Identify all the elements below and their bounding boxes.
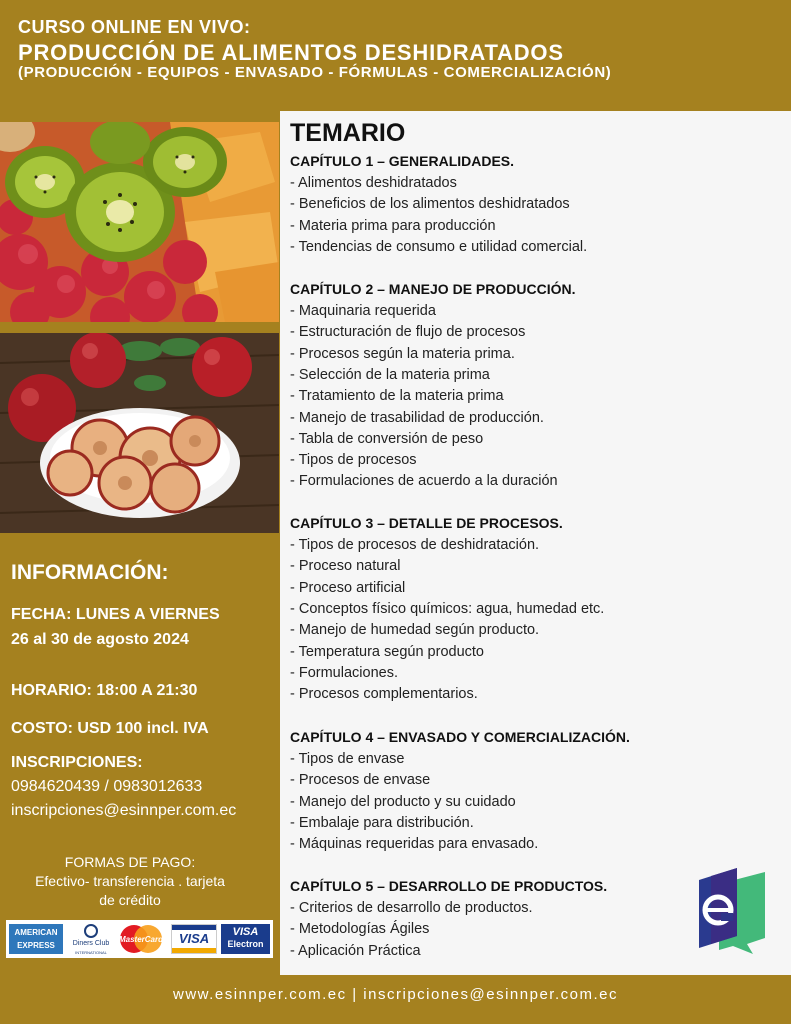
chapter-item: - Proceso artificial bbox=[290, 579, 406, 596]
fecha-days: FECHA: LUNES A VIERNES bbox=[11, 606, 220, 623]
chapter-title: CAPÍTULO 5 – DESARROLLO DE PRODUCTOS. bbox=[290, 878, 608, 894]
amex-logo: AMERICAN EXPRESS bbox=[9, 924, 63, 954]
chapter-item: - Tabla de conversión de peso bbox=[290, 430, 484, 447]
chapter-item: - Manejo de trasabilidad de producción. bbox=[290, 409, 544, 426]
email-link[interactable]: inscripciones@esinnper.com.ec bbox=[11, 802, 237, 819]
chapter-item: - Conceptos físico químicos: agua, humedad etc. bbox=[290, 600, 605, 617]
course-subtitle: CURSO ONLINE EN VIVO: bbox=[18, 17, 251, 37]
chapter-item: - Tipos de procesos bbox=[290, 452, 417, 469]
info-title: INFORMACIÓN: bbox=[11, 561, 169, 584]
chapter-item: - Tipos de procesos de deshidratación. bbox=[290, 537, 540, 553]
chapter-item: - Alimentos deshidratados bbox=[290, 175, 457, 191]
chapter-item: - Maquinaria requerida bbox=[290, 303, 436, 319]
chapter-item: - Metodologías Ágiles bbox=[290, 921, 430, 938]
chapter-item: - Tendencias de consumo e utilidad comercial. bbox=[290, 238, 588, 255]
chapter-item: - Manejo de humedad según producto. bbox=[290, 622, 540, 639]
horario: HORARIO: 18:00 A 21:30 bbox=[11, 682, 198, 699]
chapter-item: - Aplicación Práctica bbox=[290, 942, 421, 959]
inscripciones-label: INSCRIPCIONES: bbox=[11, 754, 143, 771]
mastercard-logo bbox=[116, 924, 166, 954]
payment-methods-line2: de crédito bbox=[99, 892, 161, 908]
chapter-item: - Procesos complementarios. bbox=[290, 686, 478, 703]
course-topics: (PRODUCCIÓN - EQUIPOS - ENVASADO - FÓRMULAS - COMERCIALIZACIÓN) bbox=[18, 64, 612, 81]
chapter-item: - Procesos según la materia prima. bbox=[290, 345, 515, 362]
chapter-title: CAPÍTULO 1 – GENERALIDADES. bbox=[290, 153, 515, 169]
apple-chips-image bbox=[0, 333, 279, 533]
card-logos bbox=[6, 920, 273, 958]
chapter-item: - Tratamiento de la materia prima bbox=[290, 388, 504, 405]
chapter-item: - Embalaje para distribución. bbox=[290, 814, 474, 831]
footer-bar bbox=[0, 975, 791, 1024]
chapter-title: CAPÍTULO 3 – DETALLE DE PROCESOS. bbox=[290, 515, 563, 531]
esinnper-logo bbox=[697, 866, 769, 956]
chapter-item: - Beneficios de los alimentos deshidratados bbox=[290, 196, 570, 213]
chapter-item: - Formulaciones. bbox=[290, 664, 398, 681]
dried-fruits-image bbox=[0, 122, 279, 322]
chapter-item: - Estructuración de flujo de procesos bbox=[290, 324, 526, 341]
chapter-item: - Tipos de envase bbox=[290, 751, 405, 767]
chapter-item: - Temperatura según producto bbox=[290, 643, 484, 660]
chapter-item: - Materia prima para producción bbox=[290, 217, 496, 234]
phone-numbers[interactable]: 0984620439 / 0983012633 bbox=[11, 778, 203, 795]
payment-label: FORMAS DE PAGO: bbox=[64, 854, 196, 870]
visa-electron-logo: VISA Electron bbox=[221, 924, 270, 954]
chapter-item: - Máquinas requeridas para envasado. bbox=[290, 836, 539, 853]
chapter-item: - Selección de la materia prima bbox=[290, 366, 490, 383]
chapter-item: - Formulaciones de acuerdo a la duración bbox=[290, 473, 558, 490]
chapter-item: - Criterios de desarrollo de productos. bbox=[290, 900, 533, 916]
svg-text:MasterCard: MasterCard bbox=[118, 935, 164, 944]
payment-methods-line1: Efectivo- transferencia . tarjeta bbox=[35, 873, 225, 889]
header-banner bbox=[0, 0, 791, 111]
diners-club-logo: Diners Club INTERNATIONAL bbox=[68, 924, 114, 954]
chapter-item: - Manejo del producto y su cuidado bbox=[290, 793, 516, 810]
footer-links[interactable]: www.esinnper.com.ec | inscripciones@esinnper.com.ec bbox=[173, 986, 618, 1003]
chapter-title: CAPÍTULO 4 – ENVASADO Y COMERCIALIZACIÓN. bbox=[290, 729, 630, 745]
visa-logo: VISA bbox=[171, 924, 217, 954]
chapter-item: - Proceso natural bbox=[290, 558, 401, 575]
temario-title: TEMARIO bbox=[290, 119, 406, 147]
chapter-item: - Procesos de envase bbox=[290, 772, 431, 789]
chapter-title: CAPÍTULO 2 – MANEJO DE PRODUCCIÓN. bbox=[290, 281, 576, 297]
course-title: PRODUCCIÓN DE ALIMENTOS DESHIDRATADOS bbox=[18, 40, 564, 65]
costo: COSTO: USD 100 incl. IVA bbox=[11, 720, 209, 737]
fecha-dates: 26 al 30 de agosto 2024 bbox=[11, 631, 189, 648]
